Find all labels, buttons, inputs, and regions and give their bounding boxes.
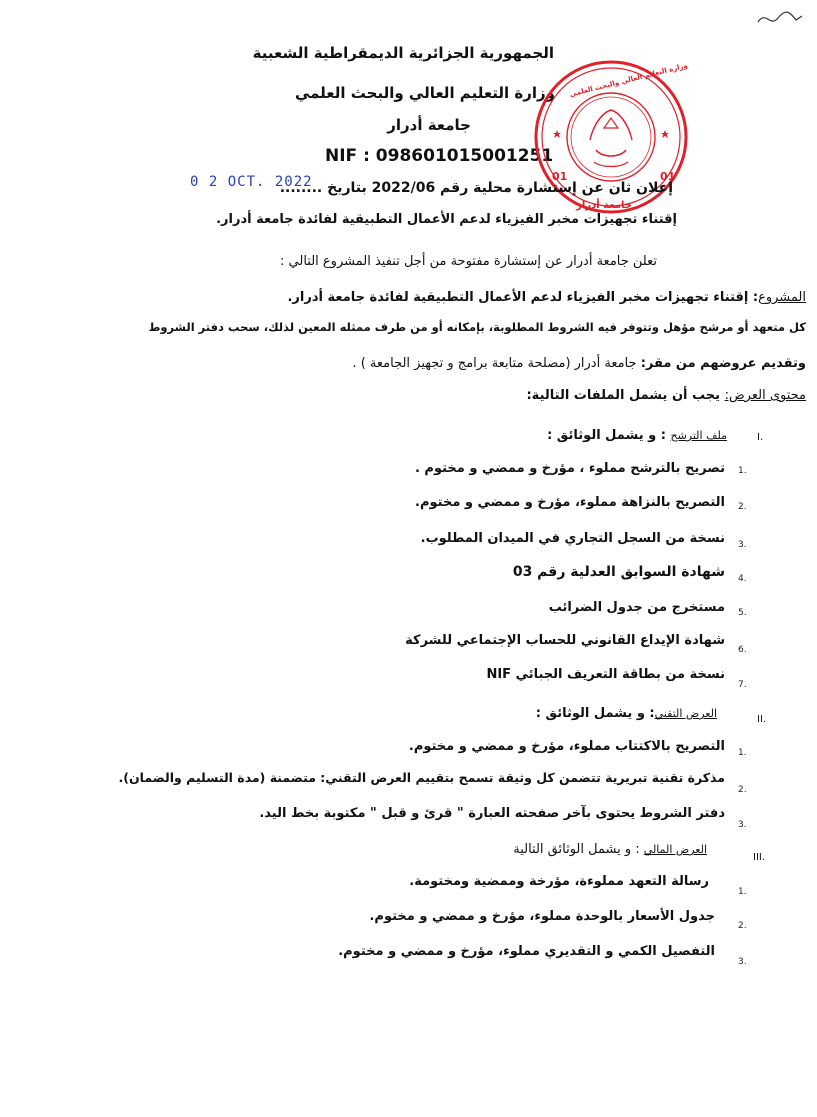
item-1-7-num: 7. xyxy=(738,680,747,690)
section-3-roman: III. xyxy=(753,852,766,863)
item-3-1-num: 1. xyxy=(738,887,747,897)
item-2-2-num: 2. xyxy=(738,785,747,795)
eligibility-bold: وتقديم عروضهم من مقر: xyxy=(640,356,806,371)
item-1-1-num: 1. xyxy=(738,466,747,476)
item-1-6: شهادة الإيداع القانوني للحساب الإجتماعي للشركة xyxy=(405,633,725,648)
item-1-5-num: 5. xyxy=(738,608,747,618)
section-1-rest: : و يشمل الوثائق : xyxy=(547,428,671,443)
section-3-rest: : و يشمل الوثائق التالية xyxy=(513,842,644,857)
project-line xyxy=(287,290,806,305)
intro-text: تعلن جامعة أدرار عن إستشارة مفتوحة من أجل تنفيذ المشروع التالي : xyxy=(280,254,657,269)
subject-title: إقتناء تجهيزات مخبر الفيزياء لدعم الأعمال التطبيقية لفائدة جامعة أدرار. xyxy=(216,212,677,227)
item-1-1: تصريح بالترشح مملوء ، مؤرخ و ممضي و مختوم . xyxy=(414,461,725,476)
section-1-title xyxy=(547,428,727,443)
section-2-rest: : و يشمل الوثائق : xyxy=(535,706,655,721)
project-text: : إقتناء تجهيزات مخبر الفيزياء لدعم الأعمال التطبيقية لفائدة جامعة أدرار. xyxy=(287,290,759,305)
item-3-2-num: 2. xyxy=(738,921,747,931)
item-3-2: جدول الأسعار بالوحدة مملوء، مؤرخ و ممضي و مختوم. xyxy=(369,909,715,924)
item-2-3: دفتر الشروط يحتوى بآخر صفحته العبارة " قرئ و قبل " مكتوبة بخط اليد. xyxy=(259,806,725,821)
announcement-title: إعلان ثان عن إستشارة محلية رقم 2022/06 بتاريخ ........ xyxy=(279,180,673,196)
section-3-title xyxy=(513,842,707,857)
item-1-3-num: 3. xyxy=(738,540,747,550)
item-1-7: نسخة من بطاقة التعريف الجبائي NIF xyxy=(486,667,725,682)
item-2-1: التصريح بالاكتتاب مملوء، مؤرخ و ممضي و مختوم. xyxy=(408,739,725,754)
republic-title: الجمهورية الجزائرية الديمقراطية الشعبية xyxy=(252,44,554,62)
date-stamp: 0 2 OCT. 2022 xyxy=(190,174,313,190)
item-3-3: التفصيل الكمي و التقديري مملوء، مؤرخ و ممضي و مختوم. xyxy=(338,944,715,959)
scribble-mark xyxy=(756,8,806,30)
item-2-3-num: 3. xyxy=(738,820,747,830)
section-2-label: العرض التقني xyxy=(654,707,717,720)
item-2-1-num: 1. xyxy=(738,748,747,758)
project-label: المشروع xyxy=(758,290,806,305)
eligibility-line-1: كل متعهد أو مرشح مؤهل وتتوفر فيه الشروط المطلوبة، بإمكانه أو من طرف ممثله المعين لذلك، سحب دفتر الشروط xyxy=(148,320,806,334)
content-line xyxy=(526,388,806,403)
section-1-label: ملف الترشح xyxy=(670,429,727,442)
nif-number: NIF : 098601015001251 xyxy=(325,146,554,166)
item-1-3: نسخة من السجل التجاري في الميدان المطلوب. xyxy=(420,531,725,546)
section-1-roman: I. xyxy=(757,432,764,443)
item-1-4-num: 4. xyxy=(738,574,747,584)
eligibility-rest: جامعة أدرار (مصلحة متابعة برامج و تجهيز الجامعة ) . xyxy=(352,356,641,371)
university-title: جامعة أدرار xyxy=(387,116,471,134)
seal-number-left: 01 xyxy=(552,170,568,183)
seal-bottom-text: جامعة أدرار xyxy=(576,200,632,211)
seal-number-right: 01 xyxy=(660,170,676,183)
content-rest: يجب أن يشمل الملفات التالية: xyxy=(526,388,725,403)
item-1-2: التصريح بالنزاهة مملوء، مؤرخ و ممضي و مختوم. xyxy=(415,495,725,510)
section-2-roman: II. xyxy=(757,714,767,725)
item-1-5: مستخرج من جدول الضرائب xyxy=(548,600,725,615)
item-1-6-num: 6. xyxy=(738,645,747,655)
content-label: محتوى العرض: xyxy=(724,388,806,403)
item-1-4: شهادة السوابق العدلية رقم 03 xyxy=(512,564,725,580)
section-3-label: العرض المالي xyxy=(643,843,707,856)
item-3-1: رسالة التعهد مملوءة، مؤرخة وممضية ومختومة. xyxy=(409,874,709,889)
item-2-2: مذكرة تقنية تبريرية تتضمن كل وثيقة تسمح بتقييم العرض التقني: متضمنة (مدة التسليم والضمان). xyxy=(118,770,725,785)
eligibility-line-2 xyxy=(352,356,806,371)
section-2-title xyxy=(536,706,717,721)
ministry-title: وزارة التعليم العالي والبحث العلمي xyxy=(294,84,555,102)
seal-text: وزارة التعليم العالي والبحث العلمي xyxy=(568,61,689,99)
item-3-3-num: 3. xyxy=(738,957,747,967)
item-1-2-num: 2. xyxy=(738,502,747,512)
